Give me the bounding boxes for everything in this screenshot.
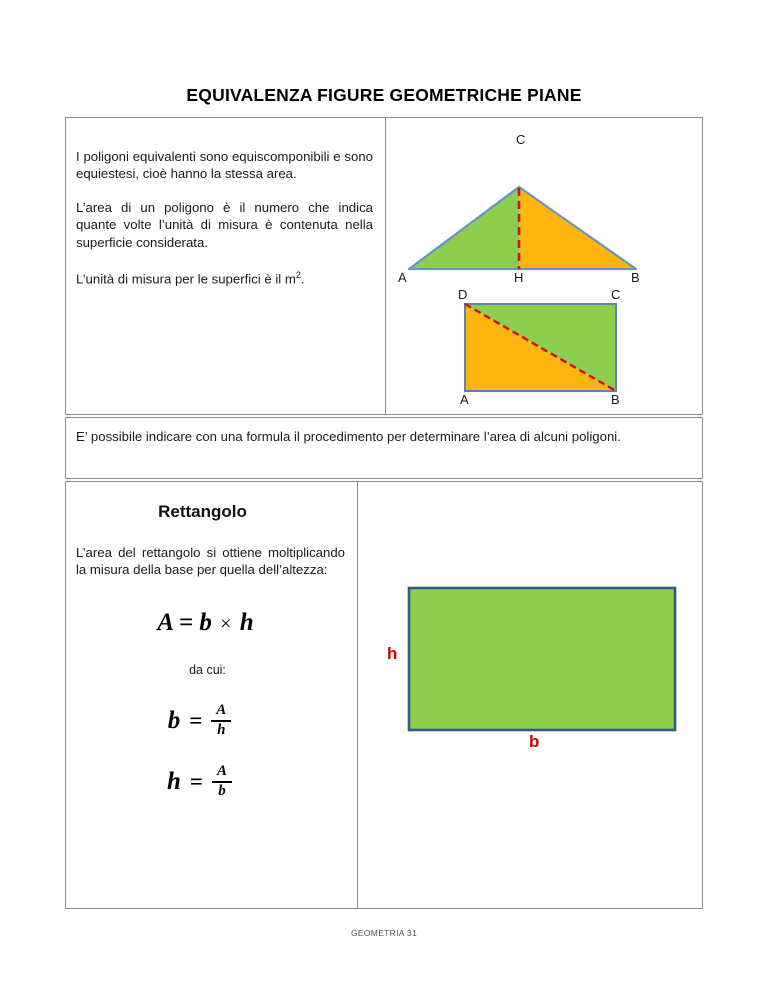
rettangolo-description: L’area del rettangolo si ottiene moltiplicando la misura della base per quella dell’altezza: (76, 545, 345, 578)
formula-base-lhs: b (167, 706, 181, 734)
rectangle-bh-svg (403, 582, 693, 742)
formula-base (76, 703, 345, 739)
formula-intro-text: E’ possibile indicare con una formula il procedimento per determinare l’area di alcuni poligoni. (76, 429, 621, 444)
triangle-svg (384, 134, 704, 284)
rettangolo-text-cell (66, 482, 357, 908)
formula-intro-cell (66, 418, 702, 478)
formula-area (76, 609, 345, 637)
intro-paragraph-2: L’area di un poligono è il numero che indica quante volte l’unità di misura è contenuta nella superficie considerata. (76, 199, 373, 250)
rectangle-diagonal-figure (440, 287, 640, 412)
formula-height-numerator: A (216, 763, 227, 780)
intro-paragraph-1: I poligoni equivalenti sono equiscomponibili e sono equiestesi, cioè hanno la stessa area. (76, 149, 373, 182)
formula-base-equals: = (189, 707, 203, 733)
formula-height-lhs: h (166, 768, 181, 796)
da-cui-label: da cui: (189, 662, 226, 677)
triangle-vertex-label-a: A (398, 270, 407, 285)
intro-paragraph-3 (76, 267, 373, 288)
table-row (65, 117, 703, 415)
formula-base-numerator: A (216, 701, 227, 718)
section-heading-rettangolo: Rettangolo (158, 502, 247, 521)
intro-text-cell (66, 118, 385, 414)
figures-cell (385, 118, 702, 414)
rectangle-bh-base-label: b (529, 732, 540, 751)
unit-exponent: 2 (295, 270, 301, 281)
page-title: EQUIVALENZA FIGURE GEOMETRICHE PIANE (186, 85, 582, 105)
formula-height (76, 764, 345, 800)
content-table (65, 117, 703, 909)
rectangle-vertex-label-d: D (458, 287, 468, 302)
intro-unit-text: L’unità di misura per le superfici è il m (76, 271, 296, 287)
formula-height-fraction (212, 764, 232, 800)
formula-area-times-operator: × (220, 612, 232, 635)
unit-period: . (300, 271, 305, 287)
formula-area-equals: = (178, 608, 194, 636)
triangle-vertex-label-h: H (514, 270, 524, 285)
formula-height-equals: = (189, 769, 203, 795)
triangle-vertex-label-c: C (516, 132, 526, 147)
formula-area-lhs: A (157, 608, 173, 636)
formula-base-fraction (211, 703, 231, 739)
rectangle-bh-shape (409, 588, 675, 730)
triangle-figure (384, 134, 704, 284)
table-row (65, 417, 703, 479)
rectangle-vertex-label-c: C (611, 287, 621, 302)
table-row (65, 481, 703, 909)
formula-height-denominator: b (218, 783, 226, 800)
rectangle-diagonal-svg (440, 292, 640, 412)
rectangle-vertex-label-b: B (611, 392, 620, 407)
formula-area-base: b (199, 608, 212, 636)
triangle-vertex-label-b: B (631, 270, 640, 285)
rectangle-bh-height-label: h (387, 644, 398, 663)
formula-base-denominator: h (217, 721, 226, 738)
rectangle-bh-figure (387, 582, 693, 752)
formula-area-height: h (239, 608, 254, 636)
rettangolo-figure-cell (357, 482, 702, 908)
page-footer: GEOMETRIA 31 (351, 928, 417, 938)
rectangle-vertex-label-a: A (460, 392, 469, 407)
